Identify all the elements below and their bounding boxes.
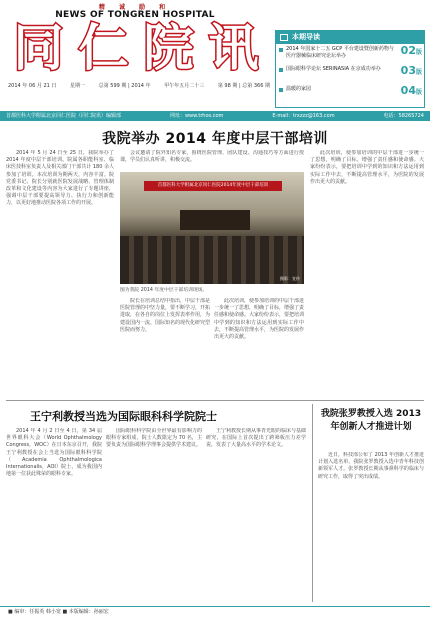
- page-unit: 版: [415, 69, 422, 76]
- page-unit: 版: [415, 49, 422, 56]
- weekday: 星期一: [70, 83, 86, 89]
- article2-col1: [6, 428, 102, 600]
- logo-char: 仁: [78, 18, 129, 77]
- phone: 电话：58265724: [383, 113, 424, 119]
- info-bar: [0, 111, 430, 121]
- article1-col3-text: 院长在培训总结中指出，中层干部是医院管理的中坚力量，要不断学习，开拓进取，在各自的岗位上发挥表率作用，为建设国内一流、国际知名的现代化研究型医院而努力。: [120, 298, 210, 333]
- article1-col1-text: 2014 年 5 月 24 日至 25 日，我院举办了 2014 年度中层干部培训。院属各职能科室、临床医技科室负责人及相关部门干部共计 180 余人参加了培训。本次培训为期两天，内容丰富。院党委书记、院长分别就医院发展战略、管理体制改革和文化建设等内容为大家进行了专题讲座，强调中层干部要提高领导力、执行力和创新能力，以更好地推动医院各项工作的开展。: [6, 150, 114, 207]
- guide-header: [276, 31, 424, 44]
- photo-podium: [180, 210, 250, 230]
- article2-headline: 王宁利教授当选为国际眼科科学院院士: [30, 410, 217, 423]
- logo-char: 院: [143, 18, 194, 77]
- issue-number: 第 98 期 | 总第 366 期: [217, 83, 270, 89]
- article3-headline: 我院张罗教授入选 2013 年创新人才推进计划: [320, 409, 422, 432]
- website: 网址：www.trhos.com: [169, 113, 224, 119]
- page-number: 02: [400, 44, 416, 57]
- email: E-mail：trxzzz@163.com: [272, 113, 335, 119]
- masthead-english-name: NEWS OF TONGREN HOSPITAL: [55, 10, 215, 20]
- guide-title: 本期导读: [292, 33, 320, 41]
- article3-body-text: 近日，科技部公布了 2013 年创新人才推进计划入选名单，我院张罗教授入选中青年科技创新领军人才。张罗教授长期从事鼻科学的临床与研究工作，取得了突出成绩。: [318, 452, 424, 480]
- article1-col4-text: 此次培训，使参加培训的中层干部进一步统一了思想，明确了目标，增强了责任感和使命感。大家纷纷表示，要把培训中学到的知识和方法运用到实际工作中去，不断提高管理水平，为医院的发展作出更大的贡献。: [214, 298, 304, 341]
- guide-item-text: 国际眼科学论坛 SERINASIA 在京成功举办: [286, 66, 381, 72]
- article1-col1: [6, 150, 114, 396]
- photo-caption: 图为我院 2014 年度中层干部培训现场。: [120, 288, 208, 293]
- guide-item-page: [400, 64, 422, 77]
- book-icon: [280, 34, 288, 41]
- article1-col3: [120, 298, 210, 396]
- photo-audience: [120, 236, 304, 284]
- column-divider: [312, 404, 313, 602]
- bullet-icon: [279, 88, 283, 92]
- article1-headline: 我院举办 2014 年度中层干部培训: [102, 131, 328, 147]
- guide-item[interactable]: [276, 84, 424, 104]
- article2-col3: [206, 428, 306, 600]
- bullet-icon: [279, 48, 283, 52]
- sponsor: 首都医科大学附属北京同仁医院（同仁院讯）编辑部: [6, 113, 122, 119]
- logo-char: 同: [13, 18, 64, 77]
- issue-date: 2014 年 06 月 21 日: [8, 83, 57, 89]
- guide-item[interactable]: [276, 44, 424, 64]
- article2-col1-text: 2014 年 4 月 2 日至 4 日，第 34 届世界眼科大会（World Ophthalmology Congress，WOC）在日本东京召开，我院王宁利教授在会上当选为国际眼科科学院（Academia Ophthalmologica Internationalis，AOI）院士，成为我国内地第一位获此殊荣的眼科专家。: [6, 428, 102, 478]
- guide-box: [275, 30, 425, 108]
- bullet-icon: [279, 68, 283, 72]
- newspaper-logo: [6, 18, 268, 77]
- article3-body: [318, 452, 424, 600]
- article2-col3-text: 王宁利教授长期从事青光眼的临床与基础研究，在国际上首次提出了跨筛板压力差学说，发表了大量高水平的学术论文。: [206, 428, 306, 449]
- guide-item-page: [400, 84, 422, 97]
- logo-char: 讯: [208, 18, 259, 77]
- article2-col2: [106, 428, 202, 600]
- article1-photo: [120, 172, 304, 284]
- issue-line: [8, 82, 270, 89]
- article1-col3b: [214, 298, 304, 396]
- article1-col2: [120, 150, 304, 170]
- masthead-slogan: 精 诚 励 和: [98, 4, 172, 11]
- page-number: 04: [400, 84, 416, 97]
- page-unit: 版: [415, 89, 422, 96]
- guide-item-page: [400, 44, 422, 57]
- article1-col4b-text: 此次培训，使参加培训的中层干部进一步统一了思想，明确了目标，增强了责任感和使命感。大家纷纷表示，要把培训中学到的知识和方法运用到实际工作中去，不断提高管理水平，为医院的发展作出更大的贡献。: [310, 150, 424, 185]
- article1-col4: [310, 150, 424, 396]
- photo-banner: 首都医科大学附属北京同仁医院2014年度中层干部培训: [144, 181, 282, 191]
- guide-item[interactable]: [276, 64, 424, 84]
- guide-item-text: 2014 年国家十二五 GCP 平台建设暨创新药物与医疗器械临床研究论坛举办: [286, 46, 394, 59]
- lunar-date: 甲午年五月二十三: [164, 83, 205, 89]
- section-divider: [6, 400, 424, 401]
- page-number: 03: [400, 64, 416, 77]
- issue-total: 总第 599 期 | 2014 年: [98, 83, 151, 89]
- article2-col2-text: 国际眼科科学院由全世界最有影响力的眼科专家组成，院士人数限定为 70 名，主要负责为国际眼科学理事会提供学术建议。: [106, 428, 202, 449]
- guide-item-text: 温暖的家园: [286, 86, 312, 92]
- photo-credit: 摄影：宣传: [280, 276, 300, 281]
- footer: ■ 编审：任振英 韩小宽 ■ 本版编辑：孙丽宏: [0, 606, 430, 617]
- article1-col2-text: 会议邀请了院外知名专家，围绕医院管理、团队建设、沟通技巧等方面进行授课，学员们认真听讲，积极交流。: [120, 150, 304, 164]
